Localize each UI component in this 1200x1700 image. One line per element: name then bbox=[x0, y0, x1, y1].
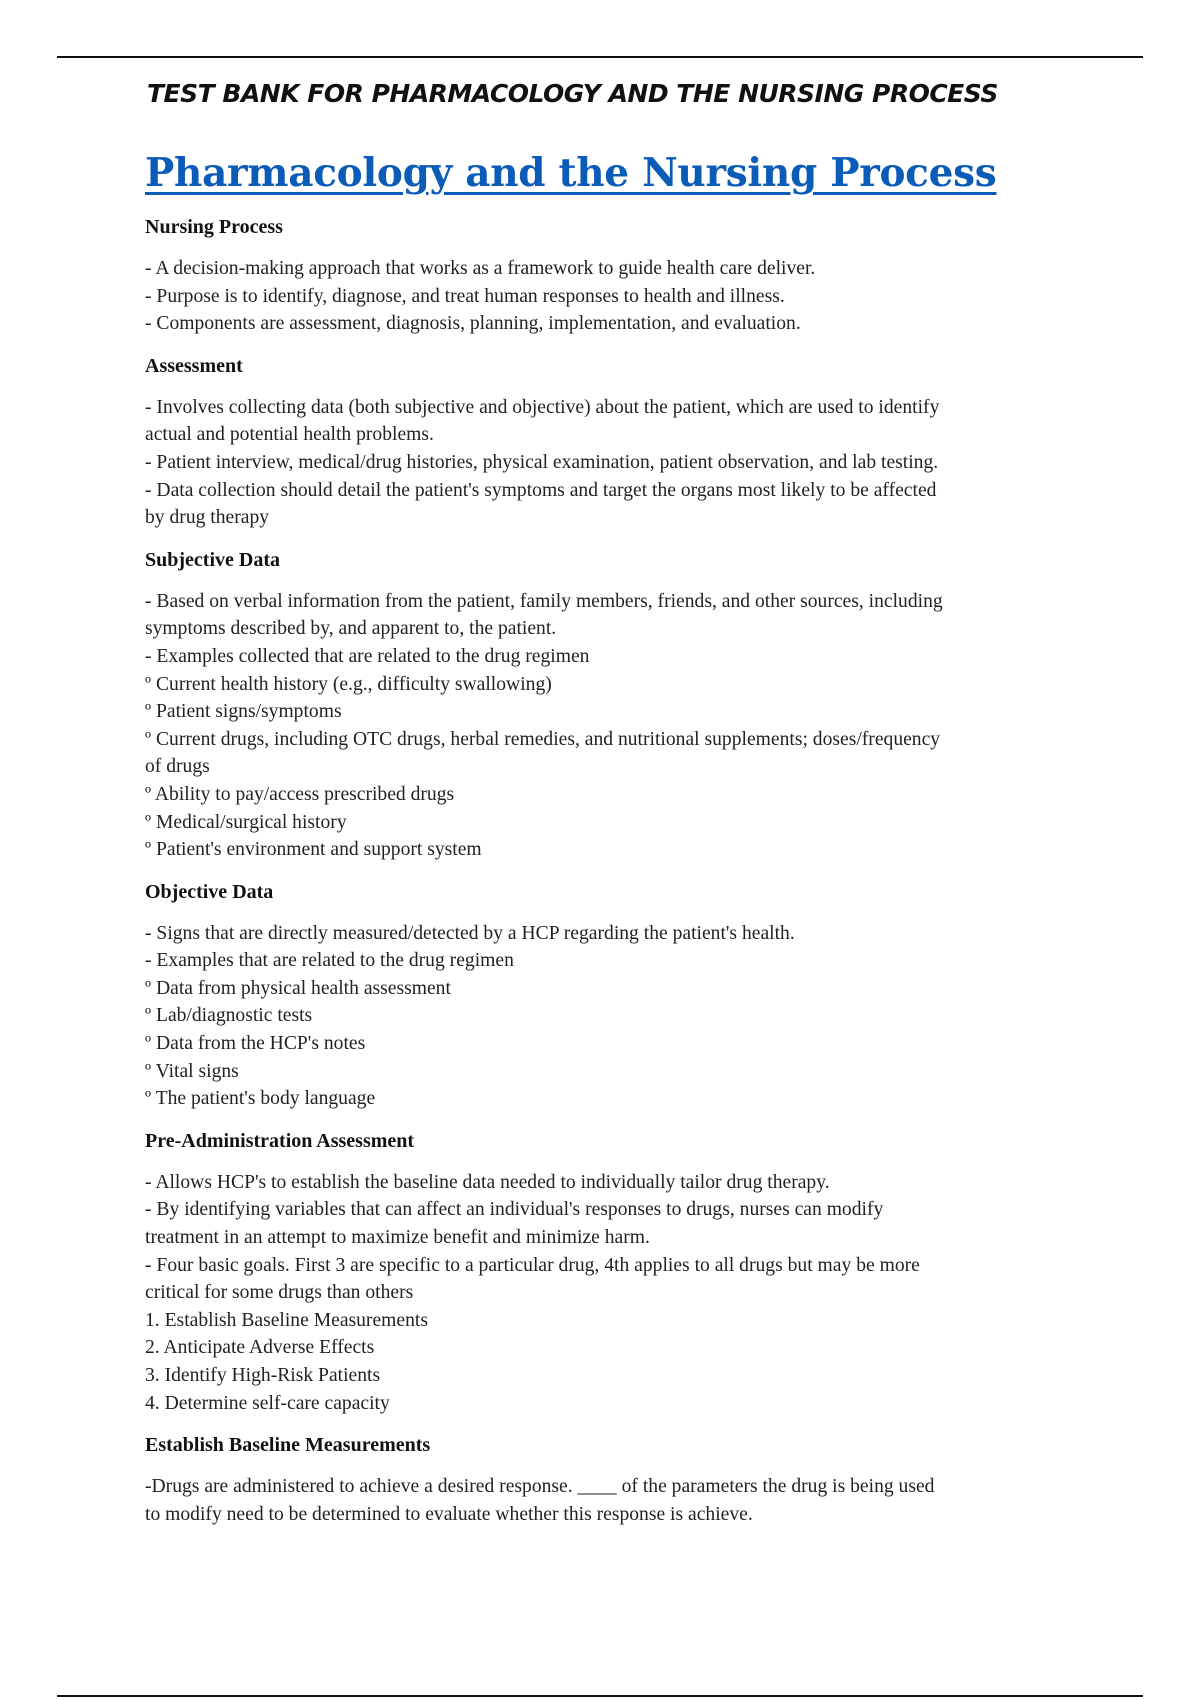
section-assessment bbox=[145, 352, 1057, 532]
section-heading: Assessment bbox=[145, 354, 243, 377]
body-line: - Involves collecting data (both subjective and objective) about the patient, which are used to identify bbox=[145, 396, 940, 418]
body-line: - Examples collected that are related to the drug regimen bbox=[145, 645, 590, 667]
body-line: - Data collection should detail the patient's symptoms and target the organs most likely to be affected bbox=[145, 479, 937, 501]
section-body bbox=[145, 1169, 1057, 1417]
section-body bbox=[145, 588, 1057, 864]
section-heading: Subjective Data bbox=[145, 548, 280, 571]
section-establish-baseline-measurements bbox=[145, 1431, 1057, 1528]
body-line: -Drugs are administered to achieve a desired response. ____ of the parameters the drug is being used bbox=[145, 1476, 935, 1498]
section-body bbox=[145, 394, 1057, 532]
section-body bbox=[145, 255, 1057, 338]
body-line: º Data from the HCP's notes bbox=[145, 1033, 366, 1055]
body-line: º Medical/surgical history bbox=[145, 811, 347, 833]
section-heading: Objective Data bbox=[145, 880, 274, 903]
section-pre-administration-assessment bbox=[145, 1127, 1057, 1417]
body-line: º Current drugs, including OTC drugs, herbal remedies, and nutritional supplements; doses/frequency bbox=[145, 728, 941, 750]
section-body bbox=[145, 1473, 1057, 1528]
section-nursing-process bbox=[145, 213, 1057, 338]
body-line: 3. Identify High-Risk Patients bbox=[145, 1365, 381, 1386]
body-line: 1. Establish Baseline Measurements bbox=[145, 1309, 428, 1331]
body-line: actual and potential health problems. bbox=[145, 424, 434, 446]
body-line: - Signs that are directly measured/detected by a HCP regarding the patient's health. bbox=[145, 922, 795, 944]
body-line: 4. Determine self-care capacity bbox=[145, 1392, 390, 1414]
section-heading: Pre-Administration Assessment bbox=[145, 1129, 415, 1152]
body-line: º Data from physical health assessment bbox=[145, 977, 451, 999]
top-rule bbox=[57, 56, 1143, 58]
document-body bbox=[145, 213, 1057, 1542]
section-heading: Establish Baseline Measurements bbox=[145, 1434, 431, 1457]
section-objective-data bbox=[145, 878, 1057, 1113]
body-line: of drugs bbox=[145, 756, 210, 778]
body-line: 2. Anticipate Adverse Effects bbox=[145, 1337, 375, 1359]
body-line: - Allows HCP's to establish the baseline data needed to individually tailor drug therapy. bbox=[145, 1171, 830, 1193]
running-header: TEST BANK FOR PHARMACOLOGY AND THE NURSING PROCESS bbox=[147, 79, 998, 108]
body-line: º Vital signs bbox=[145, 1060, 239, 1082]
body-line: to modify need to be determined to evaluate whether this response is achieve. bbox=[145, 1503, 753, 1525]
body-line: º Patient's environment and support system bbox=[145, 839, 482, 861]
body-line: by drug therapy bbox=[145, 507, 270, 529]
body-line: - A decision-making approach that works as a framework to guide health care deliver. bbox=[145, 258, 816, 279]
section-heading: Nursing Process bbox=[145, 216, 283, 238]
body-line: - By identifying variables that can affect an individual's responses to drugs, nurses can modify bbox=[145, 1199, 884, 1221]
body-line: º Lab/diagnostic tests bbox=[145, 1005, 313, 1027]
section-subjective-data bbox=[145, 546, 1057, 864]
document-title: Pharmacology and the Nursing Process bbox=[145, 150, 997, 196]
body-line: treatment in an attempt to maximize benefit and minimize harm. bbox=[145, 1227, 650, 1249]
body-line: - Four basic goals. First 3 are specific to a particular drug, 4th applies to all drugs but may be more bbox=[145, 1254, 920, 1276]
body-line: - Components are assessment, diagnosis, planning, implementation, and evaluation. bbox=[145, 313, 801, 335]
body-line: º Current health history (e.g., difficulty swallowing) bbox=[145, 673, 552, 695]
body-line: º Patient signs/symptoms bbox=[145, 701, 342, 723]
body-line: º Ability to pay/access prescribed drugs bbox=[145, 783, 455, 805]
body-line: º The patient's body language bbox=[145, 1088, 376, 1110]
body-line: critical for some drugs than others bbox=[145, 1282, 414, 1304]
section-body bbox=[145, 920, 1057, 1113]
body-line: - Based on verbal information from the patient, family members, friends, and other sources, including bbox=[145, 590, 943, 612]
body-line: - Patient interview, medical/drug histories, physical examination, patient observation, and lab testing. bbox=[145, 451, 939, 473]
body-line: symptoms described by, and apparent to, the patient. bbox=[145, 618, 557, 640]
body-line: - Examples that are related to the drug regimen bbox=[145, 950, 514, 972]
bottom-rule bbox=[57, 1695, 1143, 1697]
body-line: - Purpose is to identify, diagnose, and treat human responses to health and illness. bbox=[145, 285, 785, 307]
